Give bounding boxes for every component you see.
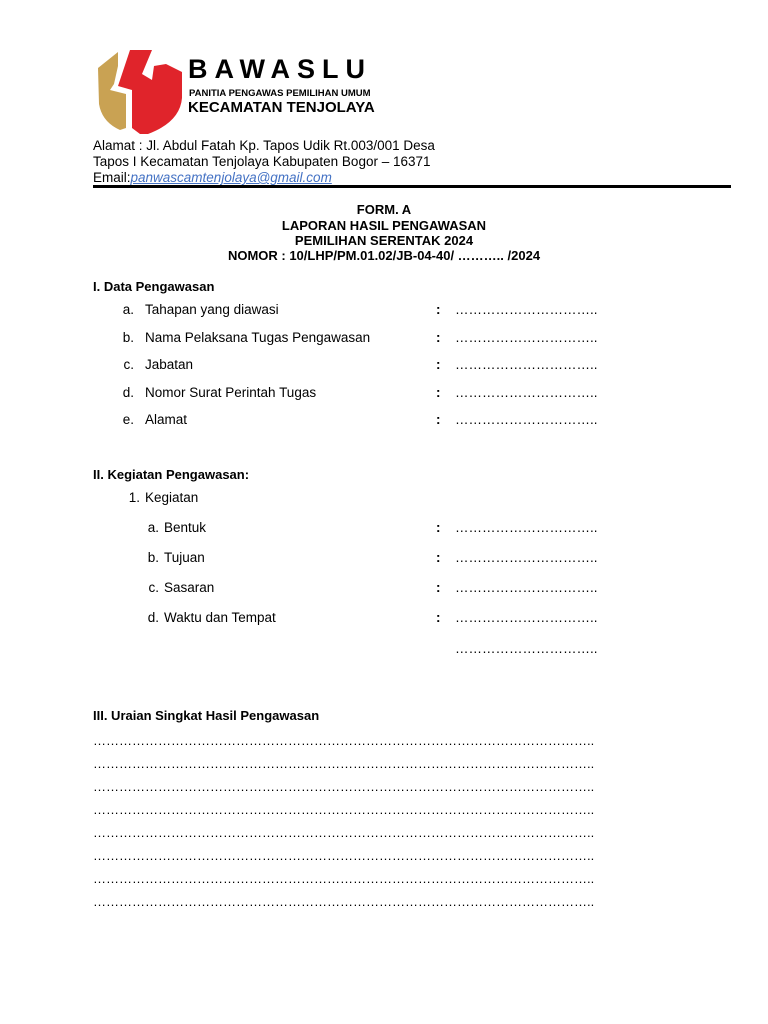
form-number: NOMOR : 10/LHP/PM.01.02/JB-04-40/ ……….. /2024 — [227, 248, 541, 263]
email-line — [93, 170, 332, 186]
section-1-heading: I. Data Pengawasan — [93, 279, 215, 294]
extra-value-field[interactable]: ………………………….. — [455, 641, 598, 656]
item-colon: : — [436, 330, 441, 345]
item-label: Jabatan — [145, 357, 194, 372]
item-colon: : — [436, 550, 441, 565]
form-code: FORM. A — [356, 202, 412, 217]
item-marker: d. — [147, 610, 159, 625]
logo-red-shape — [118, 50, 182, 134]
item-marker: b. — [122, 330, 134, 345]
brand-district: KECAMATAN TENJOLAYA — [188, 99, 375, 116]
summary-line[interactable]: …………………………………………………………………………………………………….. — [93, 733, 595, 748]
summary-line[interactable]: …………………………………………………………………………………………………….. — [93, 848, 595, 863]
item-colon: : — [436, 357, 441, 372]
item-label: Tujuan — [164, 550, 205, 565]
item-label: Sasaran — [164, 580, 215, 595]
item-label: Tahapan yang diawasi — [145, 302, 279, 317]
item-colon: : — [436, 610, 441, 625]
item-marker: c. — [148, 580, 159, 595]
summary-line[interactable]: …………………………………………………………………………………………………….. — [93, 894, 595, 909]
item-label: Bentuk — [164, 520, 207, 535]
address-line-2: Tapos I Kecamatan Tenjolaya Kabupaten Bogor – 16371 — [93, 154, 431, 169]
item-value-field[interactable]: ………………………….. — [455, 580, 598, 595]
form-title: LAPORAN HASIL PENGAWASAN — [281, 218, 487, 233]
item-label: Alamat — [145, 412, 188, 427]
brand-subtitle: PANITIA PENGAWAS PEMILIHAN UMUM — [189, 88, 371, 99]
item-marker: a. — [122, 302, 134, 317]
summary-line[interactable]: …………………………………………………………………………………………………….. — [93, 871, 595, 886]
brand-name: BAWASLU — [188, 54, 372, 84]
item-colon: : — [436, 385, 441, 400]
form-subtitle: PEMILIHAN SERENTAK 2024 — [294, 233, 474, 248]
item-value-field[interactable]: ………………………….. — [455, 385, 598, 400]
item-marker: b. — [147, 550, 159, 565]
sub-marker: 1. — [128, 490, 140, 505]
bawaslu-logo — [96, 46, 186, 138]
summary-line[interactable]: …………………………………………………………………………………………………….. — [93, 802, 595, 817]
item-value-field[interactable]: ………………………….. — [455, 610, 598, 625]
item-value-field[interactable]: ………………………….. — [455, 550, 598, 565]
summary-line[interactable]: …………………………………………………………………………………………………….. — [93, 779, 595, 794]
item-label: Nomor Surat Perintah Tugas — [145, 385, 317, 400]
item-marker: c. — [123, 357, 134, 372]
item-value-field[interactable]: ………………………….. — [455, 412, 598, 427]
item-value-field[interactable]: ………………………….. — [455, 302, 598, 317]
item-value-field[interactable]: ………………………….. — [455, 330, 598, 345]
summary-line[interactable]: …………………………………………………………………………………………………….. — [93, 825, 595, 840]
item-colon: : — [436, 520, 441, 535]
header-divider — [93, 185, 731, 188]
item-marker: a. — [147, 520, 159, 535]
item-marker: d. — [122, 385, 134, 400]
summary-line[interactable]: …………………………………………………………………………………………………….. — [93, 756, 595, 771]
item-value-field[interactable]: ………………………….. — [455, 520, 598, 535]
logo-gold-shape — [98, 52, 126, 130]
sub-label: Kegiatan — [145, 490, 199, 505]
item-colon: : — [436, 412, 441, 427]
address-line-1: Alamat : Jl. Abdul Fatah Kp. Tapos Udik Rt.003/001 Desa — [93, 138, 435, 153]
item-value-field[interactable]: ………………………….. — [455, 357, 598, 372]
section-2-heading: II. Kegiatan Pengawasan: — [93, 467, 250, 482]
item-marker: e. — [122, 412, 134, 427]
email-link[interactable]: panwascamtenjolaya@gmail.com — [130, 170, 332, 185]
item-label: Nama Pelaksana Tugas Pengawasan — [145, 330, 371, 345]
section-3-heading: III. Uraian Singkat Hasil Pengawasan — [93, 708, 320, 723]
email-label: Email: — [93, 170, 131, 185]
item-label: Waktu dan Tempat — [164, 610, 276, 625]
item-colon: : — [436, 302, 441, 317]
item-colon: : — [436, 580, 441, 595]
